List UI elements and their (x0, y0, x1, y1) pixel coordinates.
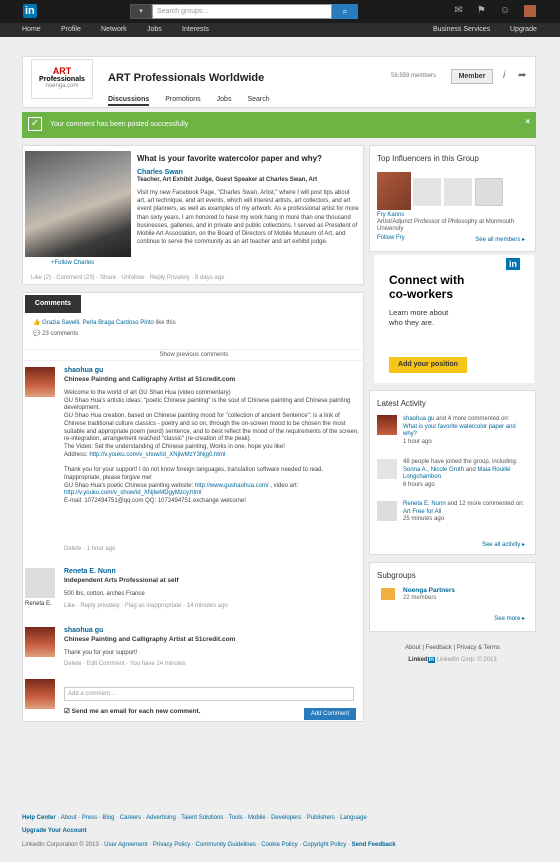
influencer-photo[interactable] (377, 172, 411, 210)
influencer-photo[interactable] (444, 178, 472, 206)
commenter-avatar[interactable] (25, 627, 55, 657)
group-logo[interactable]: ART Professionals noenga.com (31, 59, 93, 99)
add-comment-input[interactable]: Add a comment... (64, 687, 354, 701)
activity-avatar[interactable] (377, 501, 397, 521)
nav-profile[interactable]: Profile (61, 26, 81, 33)
commenter-headline: Chinese Painting and Calligraphy Artist at 51credit.com (64, 376, 236, 383)
alert-message: Your comment has been posted successfully (50, 121, 189, 128)
info-icon[interactable]: i (503, 70, 506, 81)
add-comment-button[interactable]: Add Comment (304, 708, 356, 720)
influencers-title: Top Influencers in this Group (377, 154, 479, 163)
top-bar (0, 0, 560, 23)
footer-links: Help Center · About · Press · Blog · Careers · Advertising · Talent Solutions · Tools · Mobile · Developers · Publishers · Language (22, 815, 367, 821)
upgrade-account-link[interactable]: Upgrade Your Account (22, 828, 87, 834)
post-author[interactable]: Charles Swan (137, 169, 183, 176)
tab-discussions[interactable]: Discussions (108, 96, 149, 106)
activity-item: Reneta E. Nunn and 12 more commented on: Art Free for All 25 minutes ago (403, 501, 525, 522)
influencer-photo[interactable] (413, 178, 441, 206)
tab-search[interactable]: Search (247, 96, 270, 103)
profile-avatar[interactable] (524, 5, 536, 17)
search-scope-dropdown[interactable]: ▾ (130, 4, 152, 19)
activity-item: 48 people have joined the group, including: Sonna A., Nicole Groth and Maia Rouillé Longchambon 6 hours ago (403, 459, 518, 488)
video-art-link[interactable]: http://v.youku.com/v_show/id_XNjlwMDgyMzcy.html (64, 490, 202, 497)
member-button[interactable]: Member (451, 69, 493, 84)
group-tabs (108, 96, 270, 106)
side-footer-links[interactable]: About | Feedback | Privacy & Terms (404, 645, 501, 651)
thumbs-up-icon: 👍 (33, 320, 41, 326)
email-checkbox-row[interactable]: ☑ Send me an email for each new comment. (64, 708, 201, 715)
author-headline: Teacher, Art Exhibit Judge, Guest Speaker at Charles Swan, Art (137, 177, 318, 183)
group-title[interactable]: ART Professionals Worldwide (108, 72, 265, 84)
top-influencers (369, 145, 536, 252)
comments-tab[interactable]: Comments (25, 295, 81, 313)
likers-line: 👍 Grazia Savelli, Perla Braga Cardoso Pinto like this (33, 320, 176, 326)
main-nav (0, 23, 560, 37)
commenter-avatar[interactable] (25, 568, 55, 598)
subgroup-name[interactable]: Noenga Partners (403, 587, 456, 594)
see-all-members-link[interactable]: See all members ▸ (475, 237, 525, 243)
ad-connect (374, 255, 534, 383)
subgroup-icon[interactable] (381, 588, 395, 600)
comment-meta[interactable]: Delete · Edit Comment · You have 14 minutes (64, 661, 186, 667)
notifications-flag-icon[interactable]: ⚑ (476, 5, 486, 16)
comment-count: 💬 23 comments (33, 331, 79, 337)
share-icon[interactable]: ➦ (518, 70, 527, 81)
likers-link[interactable]: Grazia Savelli, Perla Braga Cardoso Pinto (42, 320, 154, 326)
member-count[interactable]: 59,559 members (391, 73, 437, 79)
activity-item: shaohua gu and 4 more commented on: What is your favorite watercolor paper and why? 1 hour ago (403, 416, 516, 445)
comment-meta[interactable]: Like · Reply privately · Flag as inappropriate · 14 minutes ago (64, 603, 228, 609)
group-header (22, 56, 536, 108)
ad-headline: Connect with co-workers (389, 273, 465, 301)
linkedin-logo[interactable]: in (25, 5, 35, 17)
comment-text: 500 lbs, cotton, arches France (64, 591, 145, 597)
show-previous-comments[interactable]: Show previous comments (23, 349, 365, 361)
see-more-link[interactable]: See more ▸ (494, 616, 525, 622)
nav-upgrade[interactable]: Upgrade (510, 26, 537, 33)
post-title: What is your favorite watercolor paper and why? (137, 154, 322, 163)
nav-business-services[interactable]: Business Services (433, 26, 491, 33)
add-connections-icon[interactable]: ☺ (499, 5, 510, 16)
activity-avatar[interactable] (377, 415, 397, 435)
top-icons (454, 5, 536, 17)
commenter-avatar[interactable] (25, 367, 55, 397)
my-avatar (25, 679, 55, 709)
search-input[interactable]: Search groups... (152, 4, 332, 19)
influencer-headline: Artist/Adjunct Professor of Philosophy at Monmouth University (377, 219, 515, 232)
influencer-photo[interactable] (475, 178, 503, 206)
nav-interests[interactable]: Interests (182, 26, 209, 33)
subgroups-title: Subgroups (377, 571, 416, 580)
post-body: Visit my new Facebook Page, "Charles Swan, Artist," where I will post tips about art, art technique, and art events, which will interest artists, art collectors, and art event planners, as well as examples of my artwork. As a professional artist for more than sixty years, I am honored to have my work hang in more than one thousand businesses, galleries, and in private and public collections. I served as President of Mobile Art Association, on the Board of Directors of Mobile Museum of Art, and continue to serve the community as an art teacher and art exhibit judge. (137, 190, 359, 246)
linkedin-ad-logo: in (506, 258, 520, 270)
side-footer: About | Feedback | Privacy & Terms Linkedin LinkedIn Corp. © 2013 (369, 640, 536, 663)
checkbox[interactable]: ☑ (64, 708, 70, 715)
follow-author-link[interactable]: +Follow Charles (51, 260, 95, 266)
commenter-headline: Independent Arts Professional at self (64, 577, 179, 584)
close-icon[interactable]: × (525, 117, 530, 126)
commenter-headline: Chinese Painting and Calligraphy Artist at 51credit.com (64, 636, 236, 643)
video-link[interactable]: http://v.youku.com/v_show/id_XNjlwMzY3Njg0.html (89, 451, 226, 458)
comment-text: Thank you for your support! (64, 650, 138, 656)
search-button[interactable] (332, 4, 358, 19)
avatar-label: Reneta E. (25, 601, 52, 607)
footer-legal: LinkedIn Corporation © 2013 · User Agreement · Privacy Policy · Community Guidelines · Cookie Policy · Copyright Policy · Send Feedback (22, 842, 396, 848)
post-actions[interactable]: Like (2) · Comment (23) · Share · Unfollow · Reply Privately · 8 days ago (31, 275, 225, 281)
comment-text: Welcome to the world of art GU Shao Hua (video commentary) GU Shao Hua's artistic ideas: "poetic Chinese painting" is the soul of Chinese painting and Chinese painting development. GU Shao Hua creation, based on Chinese painting mood for "collection of ancient Sentence": is a link of Chinese traditional culture classics - poetry and so on, through the on-screen mood to be chosen the most suitable and appropriate poem (word) sentence, and to best reflect the mood of the requirements of the screen, re-integration, arrangement reached "classic" (re-creation of the peak). The Video: Set the understanding of Chinese painting, Works in one, hope you like! Address: http://v.youku.com/v_show/id_XNjlwMzY3Njg0.html Thank you for your support! I do not know foreign languages, translation software needed to read. Inappropriate, please forgive me! GU Shao Hua's poetic Chinese painting website: http://www.gushaohua.com/ , video art: http://v.youku.com/v_show/id_XNjlwMDgyMzcy.html E-mail: 1072494751@qq.com QQ: 1072494751 exchange welcome! (64, 390, 359, 505)
ad-text: Learn more about who they are. (389, 308, 449, 327)
influencer-name[interactable]: Fry Kanns (377, 212, 405, 218)
website-link[interactable]: http://www.gushaohua.com/ (194, 482, 269, 489)
tab-jobs[interactable]: Jobs (216, 96, 232, 103)
commenter-name[interactable]: shaohua gu (64, 627, 104, 634)
follow-influencer-link[interactable]: Follow Fry (377, 235, 405, 241)
checkmark-icon: ✓ (28, 117, 42, 131)
commenter-name[interactable]: shaohua gu (64, 367, 104, 374)
comment-icon: 💬 (33, 331, 41, 337)
activity-avatar[interactable] (377, 459, 397, 479)
comment-meta[interactable]: Delete · 1 hour ago (64, 546, 116, 552)
subgroups (369, 562, 536, 632)
messages-icon[interactable]: ✉ (454, 5, 463, 16)
comments-section (22, 292, 364, 722)
add-position-button[interactable]: Add your position (389, 357, 467, 373)
latest-activity (369, 390, 536, 555)
see-all-activity-link[interactable]: See all activity ▸ (481, 542, 525, 548)
nav-jobs[interactable]: Jobs (147, 26, 162, 33)
author-photo[interactable] (25, 151, 131, 257)
activity-title: Latest Activity (377, 399, 426, 408)
commenter-name[interactable]: Reneta E. Nunn (64, 568, 116, 575)
nav-home[interactable]: Home (22, 26, 41, 33)
discussion-post (22, 145, 364, 285)
nav-network[interactable]: Network (101, 26, 127, 33)
tab-promotions[interactable]: Promotions (165, 96, 201, 103)
success-alert (22, 112, 536, 138)
subgroup-members: 22 members (403, 595, 437, 601)
search-bar (130, 4, 358, 19)
search-icon: ⌕ (342, 6, 348, 16)
